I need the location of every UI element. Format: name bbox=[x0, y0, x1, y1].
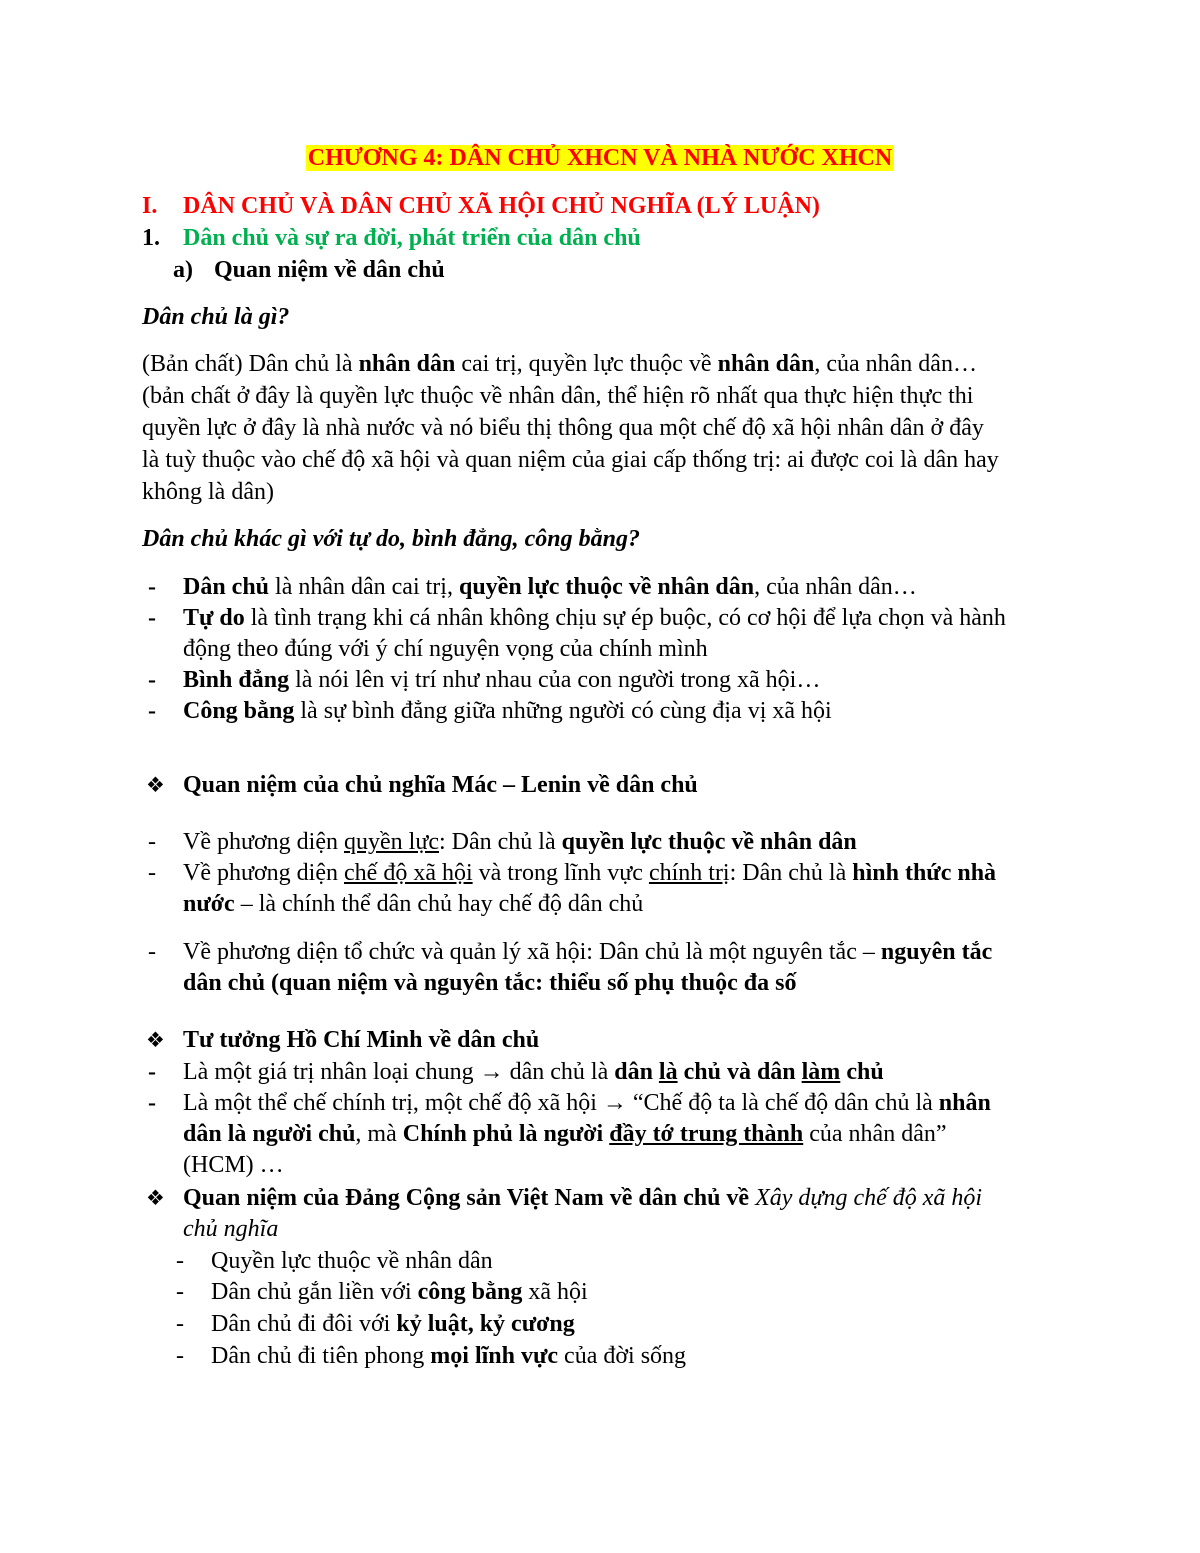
hcm-item-2-line1: Là một thể chế chính trị, một chế độ xã hội → “Chế độ ta là chế độ dân chủ là nhân bbox=[183, 1090, 991, 1116]
bullet-dash: - bbox=[148, 1090, 156, 1116]
marx-heading: Quan niệm của chủ nghĩa Mác – Lenin về dân chủ bbox=[183, 772, 698, 798]
marx-item-3-line2: dân chủ (quan niệm và nguyên tắc: thiểu số phụ thuộc đa số bbox=[183, 970, 797, 996]
section-i-heading: DÂN CHỦ VÀ DÂN CHỦ XÃ HỘI CHỦ NGHĨA (LÝ LUẬN) bbox=[183, 193, 820, 219]
para1-line2: (bản chất ở đây là quyền lực thuộc về nhân dân, thể hiện rõ nhất qua thực hiện thực thi bbox=[142, 383, 974, 409]
bullet-dash: - bbox=[148, 1059, 156, 1085]
marx-item-3-line1: Về phương diện tổ chức và quản lý xã hội: Dân chủ là một nguyên tắc – nguyên tắc bbox=[183, 939, 993, 965]
subsection-a-heading: Quan niệm về dân chủ bbox=[214, 257, 445, 283]
para1-line1: (Bản chất) Dân chủ là nhân dân cai trị, quyền lực thuộc về nhân dân, của nhân dân… bbox=[142, 351, 977, 377]
def-freedom-line2: động theo đúng với ý chí nguyện vọng của chính mình bbox=[183, 636, 708, 662]
subsection-a-label: a) bbox=[173, 257, 193, 283]
def-equality: Bình đẳng là nói lên vị trí như nhau của con người trong xã hội… bbox=[183, 667, 821, 693]
arrow-right-icon: → bbox=[602, 1090, 627, 1116]
bullet-dash: - bbox=[148, 698, 156, 724]
para1-line5: không là dân) bbox=[142, 479, 274, 505]
para1-line3: quyền lực ở đây là nhà nước và nó biểu thị thông qua một chế độ xã hội nhân dân ở đây bbox=[142, 415, 984, 441]
diamond-bullet-icon: ❖ bbox=[146, 773, 165, 797]
def-democracy: Dân chủ là nhân dân cai trị, quyền lực thuộc về nhân dân, của nhân dân… bbox=[183, 574, 917, 600]
bullet-dash: - bbox=[176, 1311, 184, 1337]
def-freedom-line1: Tự do là tình trạng khi cá nhân không chịu sự ép buộc, có cơ hội để lựa chọn và hành bbox=[183, 605, 1006, 631]
marx-item-1: Về phương diện quyền lực: Dân chủ là quyền lực thuộc về nhân dân bbox=[183, 829, 857, 855]
dcs-item-2: Dân chủ gắn liền với công bằng xã hội bbox=[211, 1279, 588, 1305]
marx-item-2-line2: nước – là chính thể dân chủ hay chế độ dân chủ bbox=[183, 891, 644, 917]
dcs-item-3: Dân chủ đi đôi với kỷ luật, kỷ cương bbox=[211, 1311, 575, 1337]
bullet-dash: - bbox=[176, 1343, 184, 1369]
para1-line4: là tuỳ thuộc vào chế độ xã hội và quan niệm của giai cấp thống trị: ai được coi là dân hay bbox=[142, 447, 999, 473]
marx-item-2-line1: Về phương diện chế độ xã hội và trong lĩnh vực chính trị: Dân chủ là hình thức nhà bbox=[183, 860, 997, 886]
subsection-1-heading: Dân chủ và sự ra đời, phát triển của dân chủ bbox=[183, 225, 641, 251]
bullet-dash: - bbox=[148, 939, 156, 965]
chapter-title: CHƯƠNG 4: DÂN CHỦ XHCN VÀ NHÀ NƯỚC XHCN bbox=[307, 145, 893, 171]
hcm-item-2-line3: (HCM) … bbox=[183, 1152, 284, 1178]
hcm-item-2-line2: dân là người chủ, mà Chính phủ là người đầy tớ trung thành của nhân dân” bbox=[183, 1121, 947, 1147]
bullet-dash: - bbox=[176, 1279, 184, 1305]
question-what-is-democracy: Dân chủ là gì? bbox=[142, 304, 290, 330]
bullet-dash: - bbox=[176, 1248, 184, 1274]
section-i-number: I. bbox=[142, 193, 158, 219]
bullet-dash: - bbox=[148, 667, 156, 693]
hcm-item-1: Là một giá trị nhân loại chung → dân chủ là dân là chủ và dân làm chủ bbox=[183, 1059, 884, 1085]
diamond-bullet-icon: ❖ bbox=[146, 1186, 165, 1210]
dcs-heading-line1: Quan niệm của Đảng Cộng sản Việt Nam về dân chủ về Xây dựng chế độ xã hội bbox=[183, 1185, 983, 1211]
dcs-item-4: Dân chủ đi tiên phong mọi lĩnh vực của đời sống bbox=[211, 1343, 687, 1369]
hcm-heading: Tư tưởng Hồ Chí Minh về dân chủ bbox=[183, 1027, 540, 1053]
bullet-dash: - bbox=[148, 860, 156, 886]
dcs-heading-line2: chủ nghĩa bbox=[183, 1216, 279, 1242]
question-democracy-vs-freedom: Dân chủ khác gì với tự do, bình đẳng, công bằng? bbox=[142, 526, 640, 552]
bullet-dash: - bbox=[148, 829, 156, 855]
arrow-right-icon: → bbox=[479, 1059, 504, 1085]
bullet-dash: - bbox=[148, 605, 156, 631]
dcs-item-1: Quyền lực thuộc về nhân dân bbox=[211, 1248, 493, 1274]
def-fairness: Công bằng là sự bình đẳng giữa những người có cùng địa vị xã hội bbox=[183, 698, 832, 724]
bullet-dash: - bbox=[148, 574, 156, 600]
subsection-1-number: 1. bbox=[142, 225, 160, 251]
diamond-bullet-icon: ❖ bbox=[146, 1028, 165, 1052]
